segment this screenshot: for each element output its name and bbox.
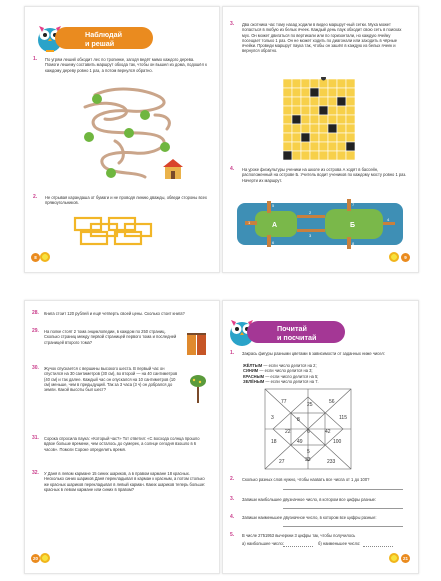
spider-grid [281, 77, 357, 161]
grid-cell [283, 106, 292, 115]
task-5: 5. В числе 2751953 вычеркни 3 цифры так, чтобы получилось [230, 532, 356, 538]
task-3: 3. Запиши наибольшее двузначное число, в котором все цифры разные: [230, 496, 377, 502]
grid-cell [292, 88, 301, 97]
grid-cell [292, 151, 301, 160]
svg-text:115: 115 [339, 415, 347, 421]
house-icon [163, 159, 183, 179]
grid-cell [328, 88, 337, 97]
grid-cell [319, 88, 328, 97]
grid-cell [328, 133, 337, 142]
bridge-number: 5 [272, 203, 275, 208]
forest-path-illustration [75, 85, 185, 187]
grid-cell [310, 79, 319, 88]
grid-cell [319, 97, 328, 106]
grid-cell [346, 106, 355, 115]
bridge-number: 4 [387, 217, 390, 222]
number-figure-grid [263, 387, 353, 471]
grid-cell [283, 79, 292, 88]
grid-cell [292, 79, 301, 88]
grid-cell [328, 142, 337, 151]
grid-cell [337, 142, 346, 151]
bridge-number: 6 [272, 240, 275, 245]
color-rule-blue: СИНИМ — если число делится на 3; [243, 368, 313, 374]
task-1: 1. По угрям леший обходит лес по тропинке, загодя ведёт мимо каждого дерева. Помоги лешему составить маршрут обхода так, чтобы он вышел из дома, подошёл к каждому дереву ровно 1 раз, а потом вернулся обратно. [33, 56, 207, 73]
grid-cell [328, 124, 337, 133]
bridge-number: 2 [309, 210, 312, 215]
task-1: 1. Закрась фигуры разными цветами в зависимости от заданных ниже чисел: [230, 350, 385, 356]
page-number: 21 [402, 556, 408, 561]
islands-map [237, 197, 403, 249]
answer-line[interactable] [283, 489, 403, 490]
island-b-label: Б [350, 222, 356, 229]
answer-line[interactable] [283, 546, 313, 547]
grid-cell [292, 106, 301, 115]
svg-text:33: 33 [305, 457, 311, 463]
grid-cell [346, 151, 355, 160]
grid-cell [292, 97, 301, 106]
grid-cell [319, 115, 328, 124]
svg-text:42: 42 [325, 429, 331, 435]
grid-cell [301, 106, 310, 115]
grid-cell [346, 124, 355, 133]
grid-cell [310, 142, 319, 151]
task-28: 28. Книга стоит 120 рублей и ещё четверть своей цены. Сколько стоит книга? [32, 310, 185, 316]
island-a-label: А [272, 222, 278, 229]
grid-cell [328, 106, 337, 115]
svg-text:5: 5 [307, 449, 310, 455]
grid-cell [301, 79, 310, 88]
grid-cell [301, 133, 310, 142]
grid-cell [283, 133, 292, 142]
grid-cell [283, 88, 292, 97]
grid-cell [337, 124, 346, 133]
grid-cell [301, 88, 310, 97]
answer-line[interactable] [363, 546, 393, 547]
svg-text:100: 100 [333, 439, 342, 445]
grid-cell [310, 88, 319, 97]
page-number: 9 [401, 253, 410, 262]
grid-cell [283, 124, 292, 133]
flower-icon [40, 553, 50, 563]
grid-cell [346, 79, 355, 88]
section-banner: Почитай и посчитай [247, 321, 345, 343]
svg-text:49: 49 [297, 439, 303, 445]
svg-text:8: 8 [297, 417, 300, 423]
grid-cell [292, 124, 301, 133]
task-31: 31. Сорока спросила паука: «Который час?» Тот ответил: «С восхода солнца прошло вдвое больше времени, чем осталось до сумерек, а солнце сегодня взошло в 6 часов». Помоги Сороке определить время. [32, 435, 200, 452]
grid-cell [301, 115, 310, 124]
grid-cell [310, 133, 319, 142]
grid-cell [310, 124, 319, 133]
page-number: 8 [31, 253, 40, 262]
grid-cell [310, 97, 319, 106]
grid-cell [328, 97, 337, 106]
task-30: 30. Жучок спускается с вершины высокого шеста. В первый час он спустился на 30 сантиметров (30 см), во второй — на 40 сантиметров (40 см) и так далее. Каждый час он опускался на 10 сантиметров (10 см) меньше, чем в предыдущий. Так за 3 часа (3 ч) он добрался до земли. Какой высоты был шест? [32, 365, 178, 393]
grid-cell [337, 106, 346, 115]
flower-icon [40, 252, 50, 262]
svg-text:3: 3 [271, 415, 274, 421]
grid-cell [310, 151, 319, 160]
svg-text:233: 233 [327, 459, 336, 465]
grid-cell [328, 79, 337, 88]
grid-cell [283, 115, 292, 124]
grid-cell [337, 79, 346, 88]
svg-text:27: 27 [279, 459, 285, 465]
svg-text:22: 22 [285, 429, 291, 435]
grid-cell [328, 151, 337, 160]
task-3: 3. Два охотника час тому назад ходили в видео маршрут-ный сетки. Муха может попасться в любую из белых ячеек. Каждый день паук обходит свою сеть в поисках мух. Он может двигаться по вертикали или по горизонтали, но каждую ячейку посещает только 1 раз. Он не может ходить по диагонали или заходить в чёрные ячейки. Проведи маршрут паука так, чтобы он зашёл в каждую из белых ячеек и вернулся обратно. [230, 21, 402, 54]
task-4: 4. Запиши наименьшее двузначное число, в котором все цифры разные: [230, 514, 377, 520]
page-21 [222, 300, 419, 574]
grid-cell [337, 115, 346, 124]
bridge-number: 3 [309, 233, 312, 238]
grid-cell [292, 133, 301, 142]
grid-cell [283, 151, 292, 160]
answer-line[interactable] [283, 508, 403, 509]
svg-text:77: 77 [281, 399, 287, 405]
grid-cell [301, 124, 310, 133]
grid-cell [310, 115, 319, 124]
grid-cell [337, 133, 346, 142]
grid-cell [346, 97, 355, 106]
grid-cell [319, 124, 328, 133]
task-2: 2. Не отрывая карандаша от бумаги и не проводя линию дважды, обведи стороны всех прямоугольников. [33, 194, 207, 206]
grid-cell [319, 106, 328, 115]
color-rule-red: КРАСНЫМ — если число делится на 5; [243, 373, 319, 379]
grid-cell [310, 106, 319, 115]
grid-cell [301, 97, 310, 106]
svg-text:18: 18 [271, 439, 277, 445]
books-icon [185, 331, 209, 357]
grid-cell [292, 115, 301, 124]
page-8 [24, 6, 220, 273]
grid-cell [346, 115, 355, 124]
grid-cell [346, 142, 355, 151]
svg-text:6: 6 [307, 429, 310, 435]
flower-icon [389, 553, 399, 563]
grid-cell [283, 97, 292, 106]
grid-cell [319, 142, 328, 151]
grid-cell [328, 115, 337, 124]
flower-icon [389, 252, 399, 262]
page-number: 20 [32, 556, 38, 561]
grid-cell [346, 88, 355, 97]
color-rule-green: ЗЕЛЁНЫМ — если число делится на 7. [243, 378, 319, 384]
grid-cell [301, 142, 310, 151]
bridge-number: 7 [352, 202, 355, 207]
page-9 [222, 6, 419, 273]
bridge-number: 1 [248, 220, 251, 225]
bridge-number: 8 [352, 241, 355, 246]
grid-cell [319, 133, 328, 142]
color-rule-yellow: ЖЁЛТЫМ — если число делится на 2; [243, 363, 317, 368]
task-32: 32. У Даня в левом кармане 15 синих шариков, а в правом кармане 18 красных. Несколько синих шариков Даня перекладывал в карман к красным, а потом столько же красных шариков перекладывал в левый карман. Каких шариков теперь больше: красных в левом кармане или синих в правом? [32, 470, 206, 492]
grid-cell [301, 151, 310, 160]
grid-cell [319, 151, 328, 160]
grid-cell [337, 97, 346, 106]
grid-cell [337, 151, 346, 160]
task-29: 29. На полке стоят 2 тома энциклопедии, в каждом по 250 страниц. Сколько страниц между первой страницей первого тома и последней страницей второго тома? [32, 328, 177, 345]
beetle-icon [185, 371, 211, 405]
answer-line[interactable] [283, 526, 403, 527]
task-5-a: а) наибольшее число: [242, 541, 284, 546]
task-4: 4. На уроке физкультуры ученики на школе из острова А ходят в бассейн, расположенный на острове Б. Учитель водит учеников по каждому мосту ровно 1 раз. Начерти их маршрут. [230, 166, 407, 183]
svg-text:56: 56 [329, 399, 335, 405]
color-rules [243, 363, 403, 384]
grid-cell [337, 88, 346, 97]
svg-text:25: 25 [307, 402, 313, 408]
page-20 [24, 300, 220, 574]
grid-cell [346, 133, 355, 142]
grid-cell [283, 142, 292, 151]
task-5-b: б) наименьшее число: [318, 541, 361, 546]
section-banner: Наблюдай и решай [55, 27, 153, 49]
rectangles-figure [71, 214, 157, 248]
grid-cell [292, 142, 301, 151]
task-2: 2. Сколько разных слов нужно, чтобы назвать все числа от 1 до 100? [230, 476, 370, 482]
